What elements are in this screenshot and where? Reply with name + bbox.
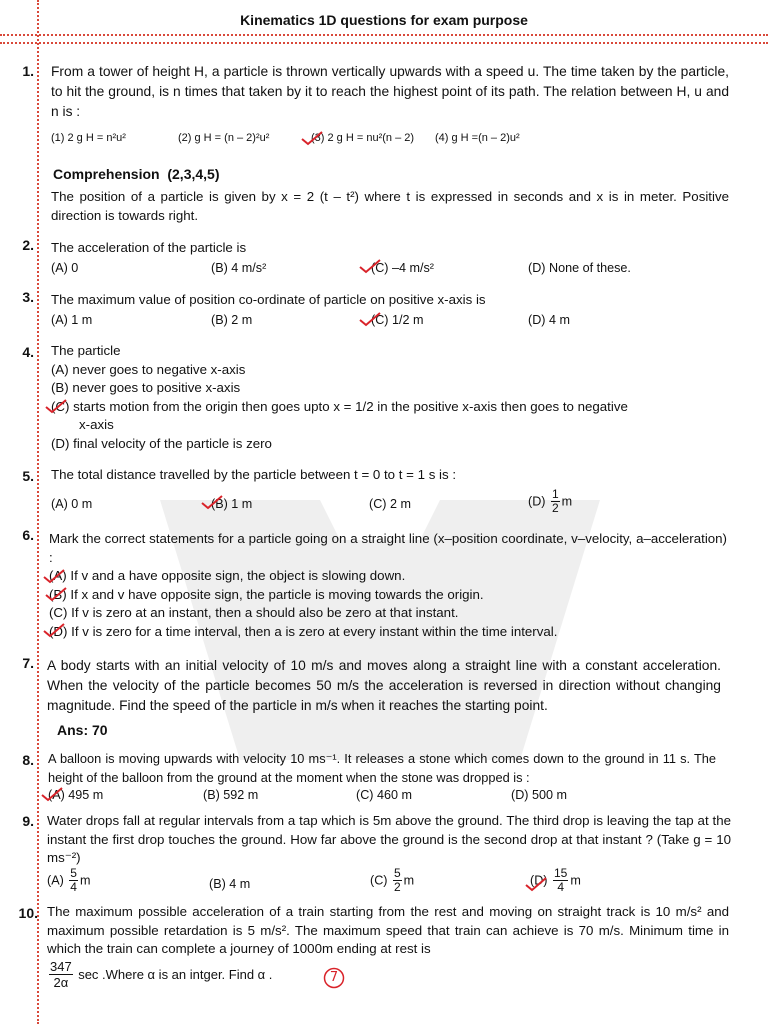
comprehension-text: The position of a particle is given by x = 2 (t – t²) where t is expressed in seconds and x is in meter. Positive direction is towards right.	[51, 189, 729, 223]
question-text: The acceleration of the particle is	[51, 240, 247, 255]
options-row	[51, 488, 751, 524]
option-continuation: x-axis	[79, 417, 114, 432]
question-text: A body starts with an initial velocity of 10 m/s and moves along a straight line with a constant acceleration. When the velocity of the particle becomes 50 m/s the acceleration is reversed in direction without changing magnitude. Find the speed of the particle in m/s when it reaches the starting point.	[47, 658, 721, 713]
question-text: Water drops fall at regular intervals from a tap which is 5m above the ground. The third drop is leaving the tap at the instant the first drop touches the ground. How far above the ground is the second drop at that instant ? (Take g = 10 ms⁻²)	[47, 813, 731, 865]
question-text: A balloon is moving upwards with velocity 10 ms⁻¹. It releases a stone which comes down to the ground in 11 s. The height of the balloon from the ground at the moment when the stone was dropped is :	[48, 751, 716, 785]
option: (B) 592 m	[203, 788, 259, 802]
option: (D) final velocity of the particle is zero	[51, 435, 272, 451]
option: (B) 1 m	[211, 497, 253, 511]
answer-label: Ans: 70	[57, 722, 108, 738]
option: (C) 1/2 m	[371, 313, 424, 327]
options-row	[47, 867, 747, 903]
fraction: $\frac{347}{2\alpha}$	[50, 959, 72, 990]
option: (C) 460 m	[356, 788, 412, 802]
question-text: The maximum value of position co-ordinate of particle on positive x-axis is	[51, 292, 486, 307]
option: (A) 0	[51, 261, 79, 275]
question-number: 1.	[22, 63, 34, 79]
option: (C) 2 m	[369, 497, 411, 511]
option: (D) $\frac{1}{2}$ m	[528, 487, 573, 515]
comprehension-heading: Comprehension (2,3,4,5)	[53, 166, 220, 182]
question-number: 6.	[22, 527, 34, 543]
option: (D) 4 m	[528, 313, 570, 327]
option: (D) None of these.	[528, 261, 631, 275]
option: (B) 2 m	[211, 313, 253, 327]
option: (A) 495 m	[48, 788, 104, 802]
option: (C) $\frac{5}{2}$ m	[370, 866, 415, 894]
option: (A) 0 m	[51, 497, 93, 511]
header-divider-bottom	[0, 42, 768, 44]
question-number: 5.	[22, 468, 34, 484]
question-block: Mark the correct statements for a particle going on a straight line (x–position coordinate, v–velocity, a–acceleration) : (A) If v and a have opposite sign, the object is slowing down. (B) If x and v have opposite sign, the particle is moving towards the origin. (C) If v is zero at an instant, then a should also be zero at that instant. (D) If v is zero for a time interval, then a is zero at every instant within the time interval.	[49, 530, 727, 641]
margin-line	[37, 0, 39, 1024]
question-text: The maximum possible acceleration of a train starting from the rest and moving on straight track is 10 m/s² and maximum possible retardation is 5 m/s². The maximum speed that train can achieve is 70 m/s. Minimum time in which the train can complete a journey of 1000m ending at rest is	[47, 904, 729, 956]
option: (A) 1 m	[51, 313, 93, 327]
option: (D) If v is zero for a time interval, then a is zero at every instant within the time interval.	[49, 623, 558, 639]
option: (C) If v is zero at an instant, then a should also be zero at that instant.	[49, 605, 459, 620]
question-number: 8.	[22, 752, 34, 768]
question-number: 2.	[22, 237, 34, 253]
option: (D) $\frac{15}{4}$ m	[530, 866, 581, 894]
option: (B) never goes to positive x-axis	[51, 380, 241, 395]
option: (B) If x and v have opposite sign, the particle is moving towards the origin.	[49, 586, 484, 602]
fraction: $\frac{5}{4}$	[70, 866, 77, 894]
option: (A) If v and a have opposite sign, the object is slowing down.	[49, 568, 406, 583]
question-tail: $\frac{347}{2\alpha}$ sec .Where α is an intger. Find α .	[50, 959, 273, 990]
option: (B) 4 m	[209, 877, 251, 891]
option: (B) 4 m/s²	[211, 261, 267, 275]
question-text: From a tower of height H, a particle is thrown vertically upwards with a speed u. The time taken by the particle, to hit the ground, is n times that taken by it to reach the highest point of its path. The relation between H, u and n is :	[51, 64, 729, 119]
fraction: $\frac{1}{2}$	[551, 487, 559, 515]
question-number: 3.	[22, 289, 34, 305]
question-number: 4.	[22, 344, 34, 360]
question-text: The total distance travelled by the particle between t = 0 to t = 1 s is :	[51, 467, 457, 482]
question-number: 7.	[22, 655, 34, 671]
fraction: $\frac{15}{4}$	[553, 866, 568, 894]
question-number: 10.	[18, 905, 38, 921]
circled-answer: 7	[323, 967, 345, 989]
option: (2) g H = (n – 2)²u²	[178, 132, 270, 144]
fraction: $\frac{5}{2}$	[393, 866, 401, 894]
header-divider-top	[0, 34, 768, 36]
option: (A) never goes to negative x-axis	[51, 361, 246, 377]
question-block: The particle (A) never goes to negative x-axis (B) never goes to positive x-axis (C) starts motion from the origin then goes upto x = 1/2 in the positive x-axis then goes to negative x-axis (D) final velocity of the particle is zero	[51, 342, 729, 453]
option: (D) 500 m	[511, 788, 567, 802]
option: (A) $\frac{5}{4}$ m	[47, 866, 91, 894]
option: (3) 2 g H = nu²(n – 2)	[311, 132, 415, 144]
page-title: Kinematics 1D questions for exam purpose	[240, 12, 528, 28]
option: (1) 2 g H = n²u²	[51, 132, 126, 144]
option: (C) –4 m/s²	[371, 261, 434, 275]
option: (C) starts motion from the origin then goes upto x = 1/2 in the positive x-axis then goes to negative	[51, 398, 628, 414]
option: (4) g H =(n – 2)u²	[435, 132, 520, 144]
question-number: 9.	[22, 813, 34, 829]
